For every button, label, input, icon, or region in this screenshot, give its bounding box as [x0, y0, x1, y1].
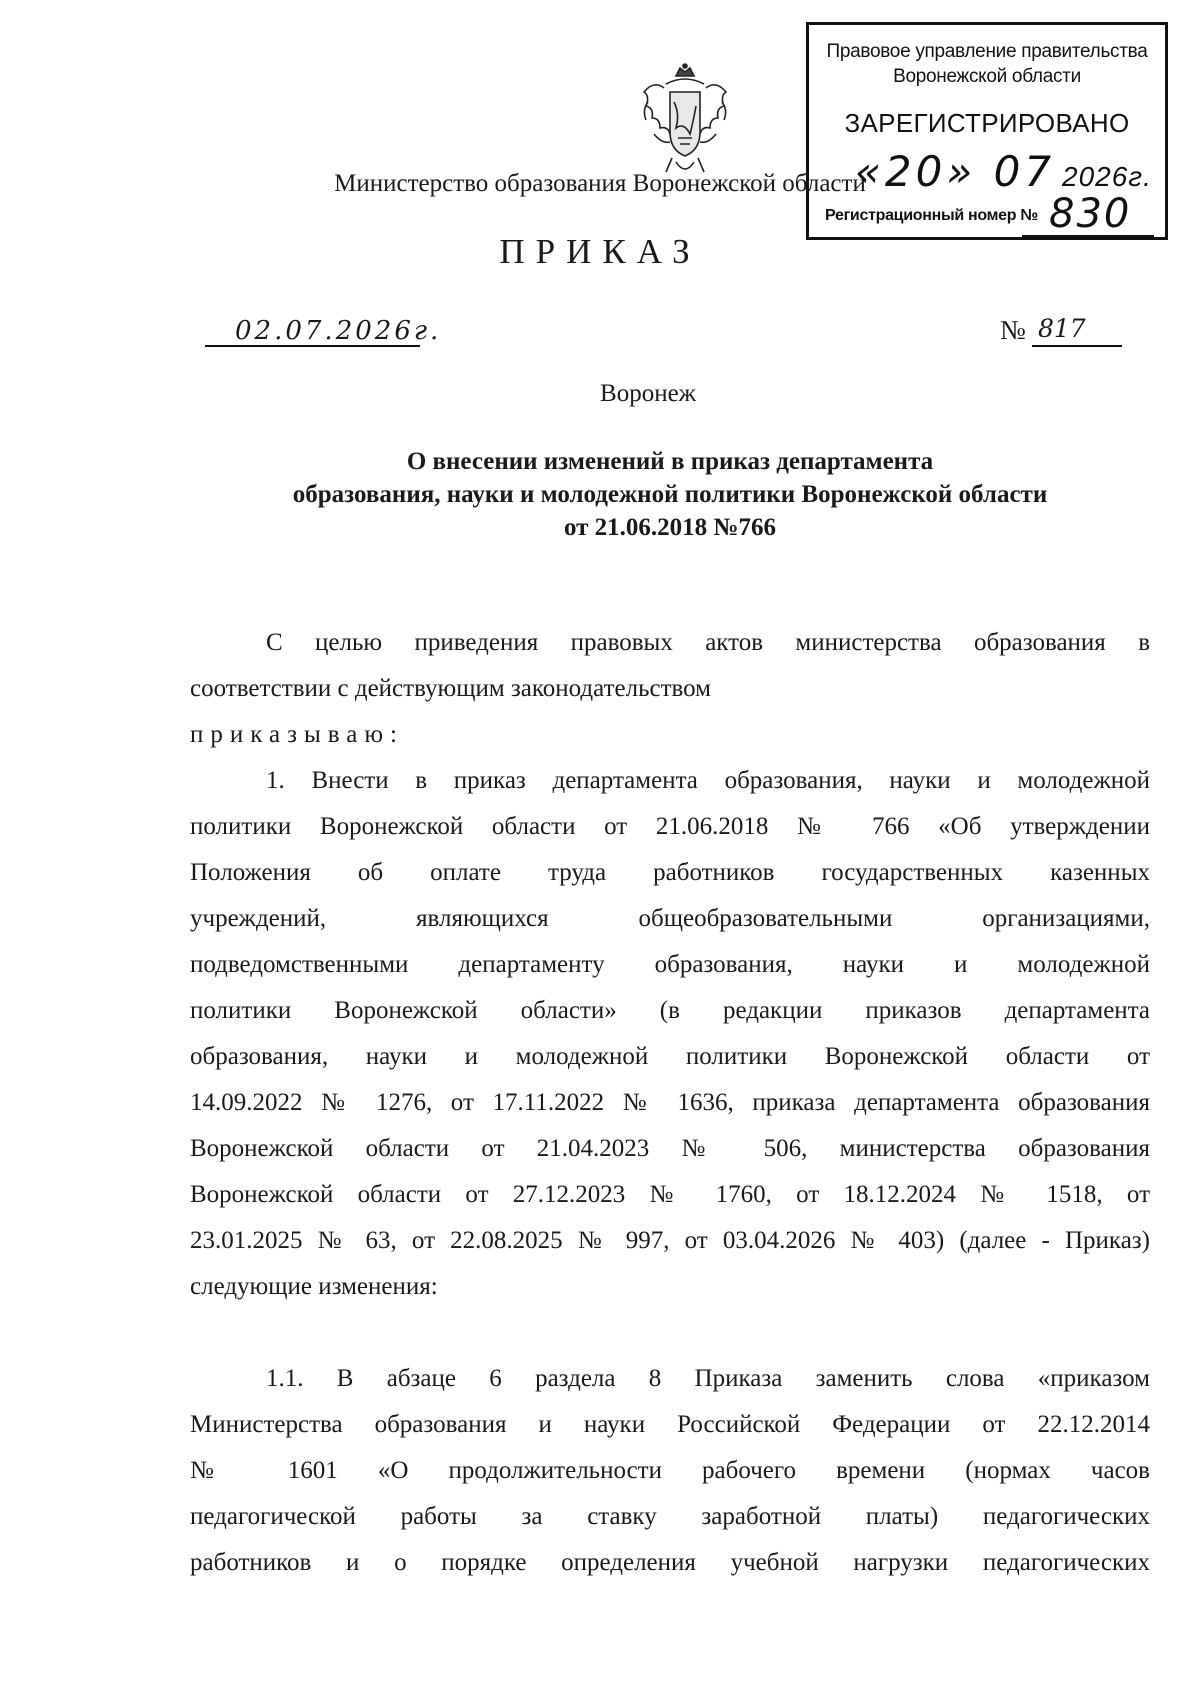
stamp-registered: ЗАРЕГИСТРИРОВАНО	[844, 108, 1130, 138]
p1-line: политики Воронежской области» (в редакции приказов департамента	[190, 997, 1150, 1024]
order-number-label: №	[1000, 315, 1026, 345]
stamp-reg-underline	[1022, 235, 1154, 237]
heading-line3: от 21.06.2018 №766	[563, 514, 777, 541]
order-number: 817	[1038, 314, 1086, 343]
p1-line: следующие изменения:	[190, 1273, 438, 1300]
number-underline	[1032, 345, 1122, 347]
heading-line2: образования, науки и молодежной политики Воронежской области	[292, 481, 1048, 508]
intro-line1: С целью приведения правовых актов министерства образования в	[266, 629, 1150, 656]
p11-line: № 1601 «О продолжительности рабочего времени (нормах часов	[190, 1457, 1150, 1484]
p11-line: работников и о порядке определения учебной нагрузки педагогических	[190, 1549, 1150, 1576]
heading-line1: О внесении изменений в приказ департамента	[406, 448, 934, 475]
p1-line: политики Воронежской области от 21.06.2018 № 766 «Об утверждении	[190, 813, 1150, 840]
order-heading	[190, 445, 1150, 544]
stamp-org-line2: Воронежской области	[893, 66, 1081, 87]
stamp-organization	[809, 39, 1165, 89]
ministry-name: Министерство образования Воронежской области	[334, 170, 866, 197]
p1-line: Положения об оплате труда работников государственных казенных	[190, 859, 1150, 886]
p1-line: Воронежской области от 21.04.2023 № 506, министерства образования	[190, 1135, 1150, 1162]
p1-line: 23.01.2025 № 63, от 22.08.2025 № 997, от 03.04.2026 № 403) (далее - Приказ)	[190, 1227, 1150, 1254]
p1-line: 14.09.2022 № 1276, от 17.11.2022 № 1636, приказа департамента образования	[190, 1089, 1150, 1116]
p1-line: образования, науки и молодежной политики Воронежской области от	[190, 1043, 1150, 1070]
p1-line: учреждений, являющихся общеобразовательными организациями,	[190, 905, 1150, 932]
p11-line: 1.1. В абзаце 6 раздела 8 Приказа заменить слова «приказом	[266, 1365, 1150, 1392]
coat-of-arms-icon	[636, 62, 734, 180]
stamp-reg-number: 830	[1049, 191, 1132, 237]
date-underline	[205, 345, 420, 347]
stamp-org-line1: Правовое управление правительства	[826, 41, 1148, 62]
stamp-year: 2026г.	[1062, 161, 1152, 192]
intro-line2: соответствии с действующим законодательством	[190, 675, 711, 702]
p1-line: подведомственными департаменту образования, науки и молодежной	[190, 951, 1150, 978]
order-date: 02.07.2026г.	[235, 316, 442, 346]
p1-line: Воронежской области от 27.12.2023 № 1760, от 18.12.2024 № 1518, от	[190, 1181, 1150, 1208]
p11-line: Министерства образования и науки Российской Федерации от 22.12.2014	[190, 1411, 1150, 1438]
document-title: ПРИКАЗ	[499, 232, 701, 271]
p11-line: педагогической работы за ставку заработной платы) педагогических	[190, 1503, 1150, 1530]
order-word: приказываю:	[190, 721, 404, 748]
registration-stamp	[806, 22, 1168, 240]
p1-line: 1. Внести в приказ департамента образования, науки и молодежной	[266, 767, 1150, 794]
city: Воронеж	[600, 380, 696, 407]
stamp-date: «20» 07	[855, 147, 1056, 196]
stamp-reg-label: Регистрационный номер №	[825, 207, 1038, 224]
